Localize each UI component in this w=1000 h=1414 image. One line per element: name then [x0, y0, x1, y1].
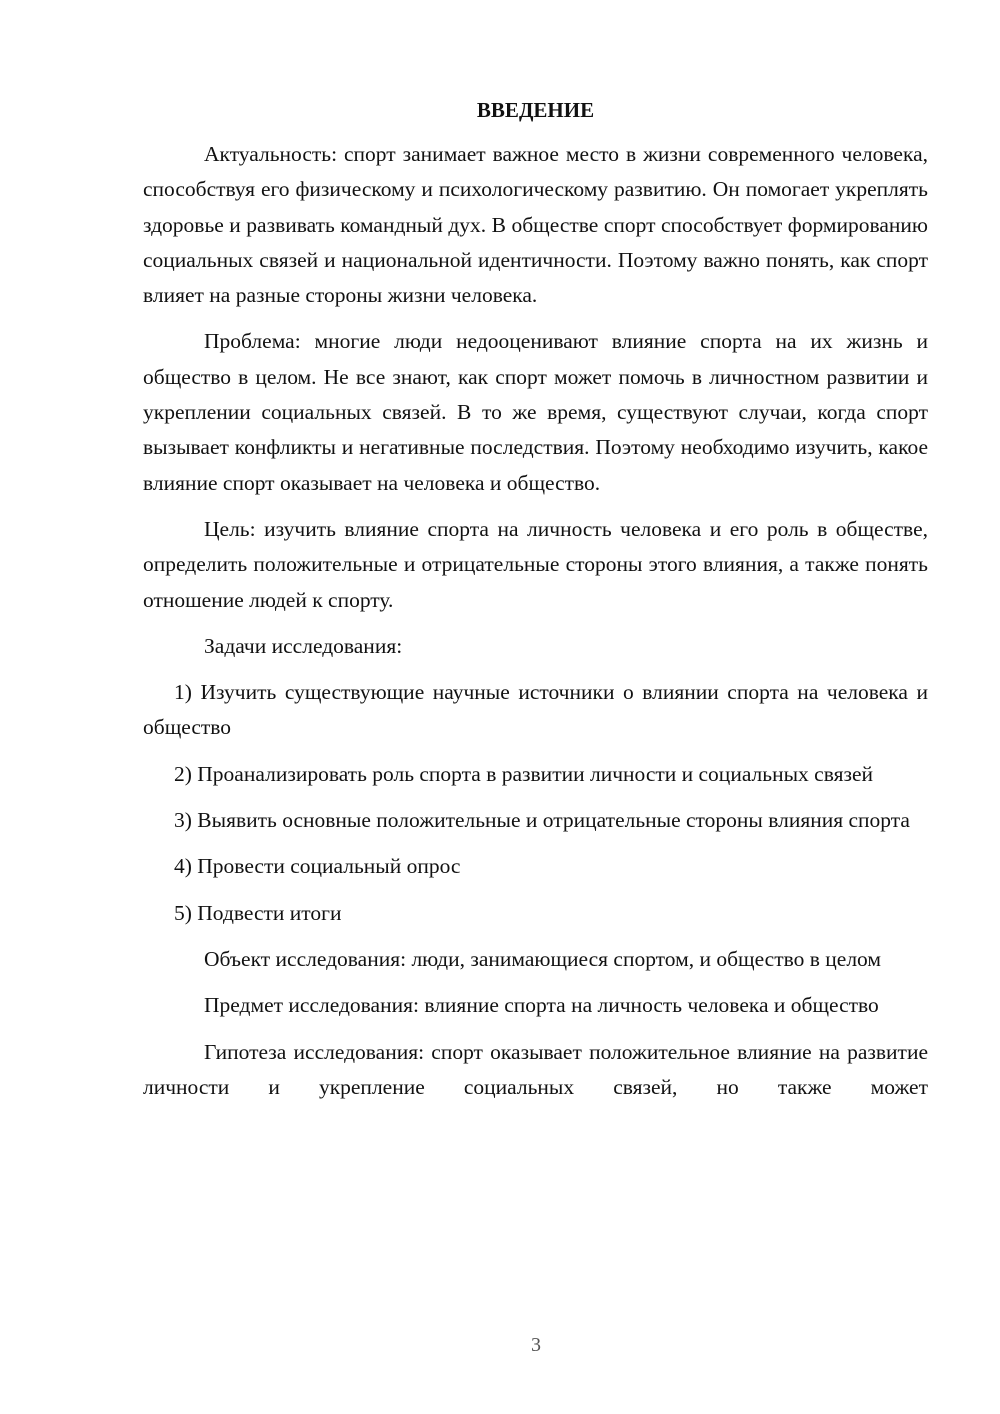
- task-item-1: 1) Изучить существующие научные источники о влиянии спорта на человека и общество: [143, 680, 928, 740]
- section-title: ВВЕДЕНИЕ: [476, 98, 595, 122]
- paragraph-hypothesis: Гипотеза исследования: спорт оказывает положительное влияние на развитие личности и укрепление социальных связей, но также может: [143, 1039, 928, 1099]
- paragraph-goal: Цель: изучить влияние спорта на личность человека и его роль в обществе, определить положительные и отрицательные стороны этого влияния, а также понять отношение людей к спорту.: [143, 516, 928, 612]
- task-item-3: 3) Выявить основные положительные и отрицательные стороны влияния спорта: [174, 808, 910, 833]
- task-item-4: 4) Провести социальный опрос: [174, 854, 461, 879]
- paragraph-object: Объект исследования: люди, занимающиеся спортом, и общество в целом: [204, 946, 881, 971]
- paragraph-relevance: Актуальность: спорт занимает важное место в жизни современного человека, способствуя его физическому и психологическому развитию. Он помогает укреплять здоровье и развивать командный дух. В обществе спорт способствует формированию социальных связей и национальной идентичности. Поэтому важно понять, как спорт влияет на разные стороны жизни человека.: [143, 142, 928, 308]
- paragraph-problem: Проблема: многие люди недооценивают влияние спорта на их жизнь и общество в целом. Не все знают, как спорт может помочь в личностном развитии и укреплении социальных связей. В то же время, существуют случаи, когда спорт вызывает конфликты и негативные последствия. Поэтому необходимо изучить, какое влияние спорт оказывает на человека и общество.: [143, 329, 928, 495]
- paragraph-subject: Предмет исследования: влияние спорта на личность человека и общество: [204, 993, 879, 1018]
- tasks-heading: Задачи исследования:: [204, 633, 403, 658]
- task-item-2: 2) Проанализировать роль спорта в развитии личности и социальных связей: [174, 761, 874, 786]
- page-content: [143, 95, 928, 1116]
- page-number: 3: [531, 1334, 541, 1356]
- task-item-5: 5) Подвести итоги: [174, 900, 342, 925]
